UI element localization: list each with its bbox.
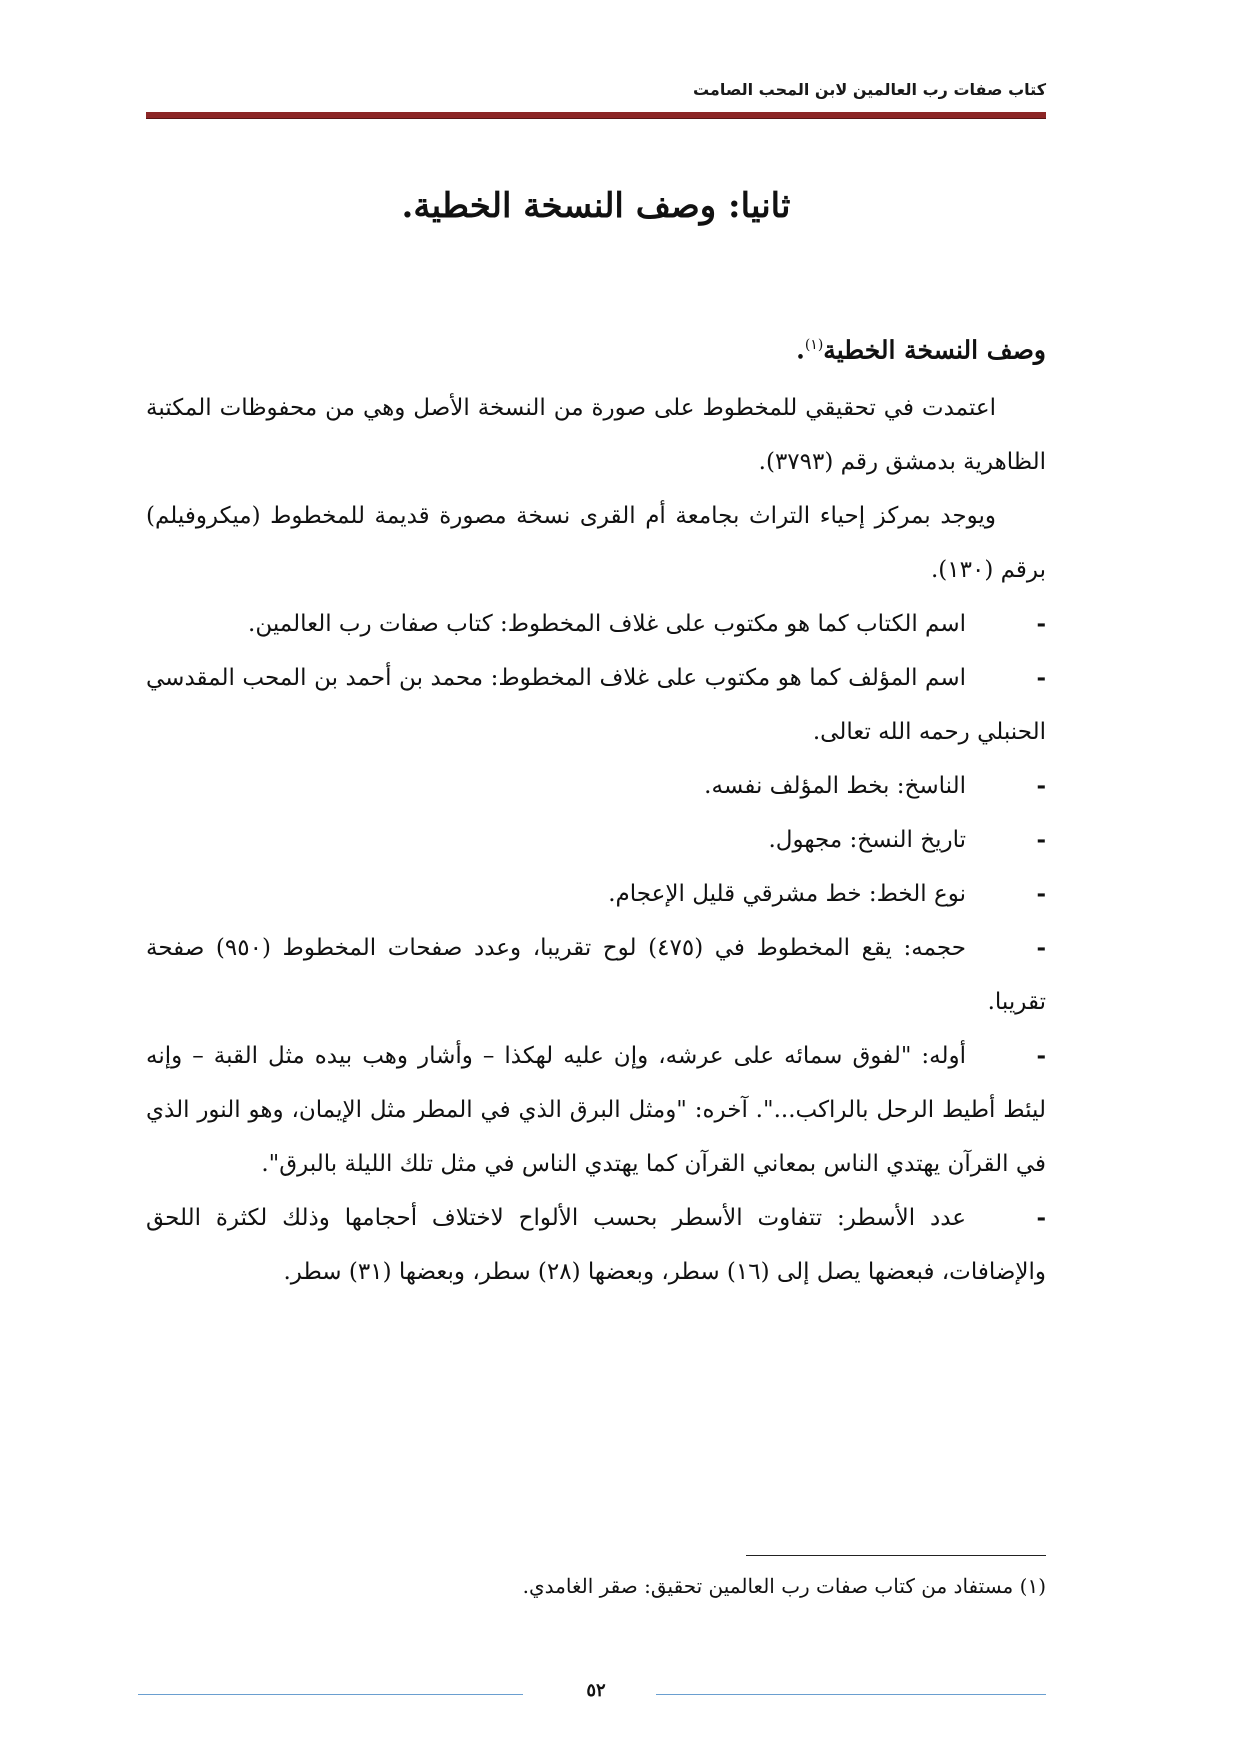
paragraph: اعتمدت في تحقيقي للمخطوط على صورة من النسخة الأصل وهي من محفوظات المكتبة الظاهرية بدمشق رقم (٣٧٩٣). [146,395,1046,476]
section-heading-text: وصف النسخة الخطية [823,335,1046,365]
list-dash: - [1036,664,1046,692]
page-number: ٥٢ [586,1680,606,1701]
chapter-title: ثانيا: وصف النسخة الخطية. [401,186,791,226]
list-dash: - [1036,1204,1046,1232]
list-item [146,813,1046,867]
list-item-text: عدد الأسطر: تتفاوت الأسطر بحسب الألواح لاختلاف أحجامها وذلك لكثرة اللحق والإضافات، فبعضها يصل إلى (١٦) سطر، وبعضها (٢٨) سطر، وبعضها (٣١) سطر. [146,1205,1046,1286]
list-item-text: اسم الكتاب كما هو مكتوب على غلاف المخطوط: كتاب صفات رب العالمين. [248,611,966,638]
list-item-text: تاريخ النسخ: مجهول. [768,827,966,854]
footnote-rule [746,1555,1046,1556]
footnote-marker[interactable]: (١) [804,337,824,353]
list-item [146,597,1046,651]
paragraph: ويوجد بمركز إحياء التراث بجامعة أم القرى نسخة مصورة قديمة للمخطوط (ميكروفيلم) برقم (١٣٠). [146,503,1046,584]
list-item-text: أوله: "لفوق سمائه على عرشه، وإن عليه لهكذا – وأشار وهب بيده مثل القبة – وإنه ليئط أطيط الرحل بالراكب...". آخره: "ومثل البرق الذي في المطر مثل الإيمان، وهو النور الذي في القرآن يهتدي الناس بمعاني القرآن كما يهتدي الناس في مثل تلك الليلة بالبرق". [146,1043,1046,1178]
list-item [146,867,1046,921]
header-rule [146,112,1046,119]
list-dash: - [1036,826,1046,854]
list-dash: - [1036,1042,1046,1070]
footnote: (١) مستفاد من كتاب صفات رب العالمين تحقيق: صقر الغامدي. [522,1574,1046,1598]
list-item [146,651,1046,759]
list-item [146,1191,1046,1299]
list-dash: - [1036,772,1046,800]
list-item-text: الناسخ: بخط المؤلف نفسه. [704,773,966,800]
list-item [146,1029,1046,1191]
section-heading [146,318,1046,377]
list-dash: - [1036,880,1046,908]
list-item [146,921,1046,1029]
book-page [146,0,1046,1748]
list-item-text: نوع الخط: خط مشرقي قليل الإعجام. [608,881,966,908]
list-item [146,759,1046,813]
list-item-text: اسم المؤلف كما هو مكتوب على غلاف المخطوط: محمد بن أحمد بن المحب المقدسي الحنبلي رحمه الله تعالى. [146,665,1046,746]
running-head: كتاب صفات رب العالمين لابن المحب الصامت [692,80,1046,99]
list-item-text: حجمه: يقع المخطوط في (٤٧٥) لوح تقريبا، وعدد صفحات المخطوط (٩٥٠) صفحة تقريبا. [146,935,1046,1016]
section-heading-end: . [796,335,805,365]
list-dash: - [1036,610,1046,638]
main-text [146,318,1046,1299]
list-dash: - [1036,934,1046,962]
